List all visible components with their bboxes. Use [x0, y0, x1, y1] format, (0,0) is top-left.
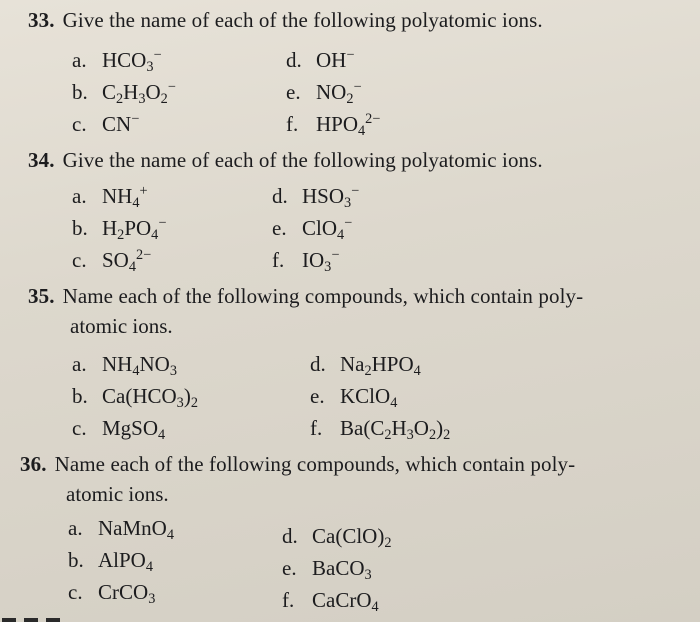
item-label: d.	[272, 184, 288, 208]
chemical-formula: $HPO_4^{2-}$	[316, 111, 381, 139]
q35-item-d	[310, 352, 421, 377]
q35-item-e	[310, 384, 397, 409]
item-label: b.	[72, 384, 88, 408]
question-36-heading	[20, 452, 575, 477]
q36-item-d	[282, 524, 391, 549]
question-number: 33.	[28, 8, 55, 32]
item-label: c.	[72, 112, 87, 136]
bleed-through-mark	[420, 62, 680, 82]
chemical-formula: AlPO$_4$	[98, 548, 153, 575]
q33-item-e	[286, 80, 362, 105]
item-label: b.	[68, 548, 84, 572]
item-label: e.	[310, 384, 325, 408]
item-label: f.	[272, 248, 285, 272]
q34-item-e	[272, 216, 352, 241]
item-label: f.	[282, 588, 295, 612]
item-label: d.	[282, 524, 298, 548]
q35-item-b	[72, 384, 198, 409]
question-text: Name each of the following compounds, which contain poly-	[54, 452, 576, 476]
item-label: c.	[72, 416, 87, 440]
item-label: d.	[310, 352, 326, 376]
question-33-heading	[28, 8, 543, 33]
chemical-formula: $C_2H_3O_2^-$	[102, 79, 176, 107]
q35-item-a	[72, 352, 177, 377]
question-number: 35.	[28, 284, 55, 308]
chemical-formula: KClO$_4$	[340, 384, 398, 411]
chemical-formula: NaMnO$_4$	[98, 516, 174, 543]
item-label: f.	[286, 112, 299, 136]
question-36-text-continued: atomic ions.	[66, 482, 169, 506]
chemical-formula: CaCrO$_4$	[312, 588, 379, 615]
chemical-formula: $NO_2^-$	[316, 79, 362, 107]
question-text: Give the name of each of the following polyatomic ions.	[62, 8, 543, 32]
chemical-formula: CrCO$_3$	[98, 580, 156, 607]
item-label: e.	[272, 216, 287, 240]
item-label: f.	[310, 416, 323, 440]
question-number: 36.	[20, 452, 47, 476]
chemical-formula: MgSO$_4$	[102, 416, 166, 443]
item-label: a.	[72, 48, 87, 72]
q33-item-c	[72, 112, 139, 137]
q33-item-b	[72, 80, 176, 105]
q35-item-f	[310, 416, 450, 441]
chemical-formula: ClO$_4$−	[302, 215, 353, 243]
q36-item-e	[282, 556, 372, 581]
question-text: Name each of the following compounds, which contain poly-	[62, 284, 584, 308]
item-label: e.	[286, 80, 301, 104]
q36-item-c	[68, 580, 155, 605]
q34-item-b	[72, 216, 166, 241]
chemical-formula: $Na_2HPO_4$	[340, 352, 421, 379]
question-text: Give the name of each of the following polyatomic ions.	[62, 148, 543, 172]
chemical-formula: $HCO_3^-$	[102, 47, 162, 75]
question-number: 34.	[28, 148, 55, 172]
question-35-text-continued: atomic ions.	[70, 314, 173, 338]
q36-item-f	[282, 588, 379, 613]
chemical-formula: $SO_4^{2-}$	[102, 247, 152, 275]
chemical-formula: $Ca(ClO)_2$	[312, 524, 392, 551]
q34-item-a	[72, 184, 148, 209]
q34-item-d	[272, 184, 359, 209]
page-edge-marks	[0, 616, 80, 622]
q36-item-b	[68, 548, 153, 573]
q33-item-f	[286, 112, 380, 137]
question-35-heading	[28, 284, 583, 309]
q35-item-c	[72, 416, 165, 441]
chemical-formula: BaCO$_3$	[312, 556, 372, 583]
chemical-formula: CN−	[102, 111, 140, 136]
chemical-formula: $NH_4NO_3$	[102, 352, 177, 379]
chemical-formula: $IO_3^-$	[302, 247, 340, 275]
item-label: c.	[68, 580, 83, 604]
q33-item-a	[72, 48, 162, 73]
question-34-heading	[28, 148, 543, 173]
chemical-formula: $Ba(C_2H_3O_2)_2$	[340, 416, 451, 443]
item-label: e.	[282, 556, 297, 580]
chemical-formula: $NH_4^+$	[102, 183, 148, 211]
item-label: c.	[72, 248, 87, 272]
item-label: a.	[68, 516, 83, 540]
item-label: b.	[72, 216, 88, 240]
q33-item-d	[286, 48, 354, 73]
chemical-formula: OH−	[316, 47, 355, 72]
item-label: a.	[72, 352, 87, 376]
chemical-formula: $Ca(HCO_3)_2$	[102, 384, 198, 411]
q36-item-a	[68, 516, 174, 541]
item-label: a.	[72, 184, 87, 208]
chemical-formula: $HSO_3^-$	[302, 183, 360, 211]
q34-item-c	[72, 248, 151, 273]
q34-item-f	[272, 248, 339, 273]
item-label: d.	[286, 48, 302, 72]
chemical-formula: $H_2PO_4^-$	[102, 215, 167, 243]
item-label: b.	[72, 80, 88, 104]
